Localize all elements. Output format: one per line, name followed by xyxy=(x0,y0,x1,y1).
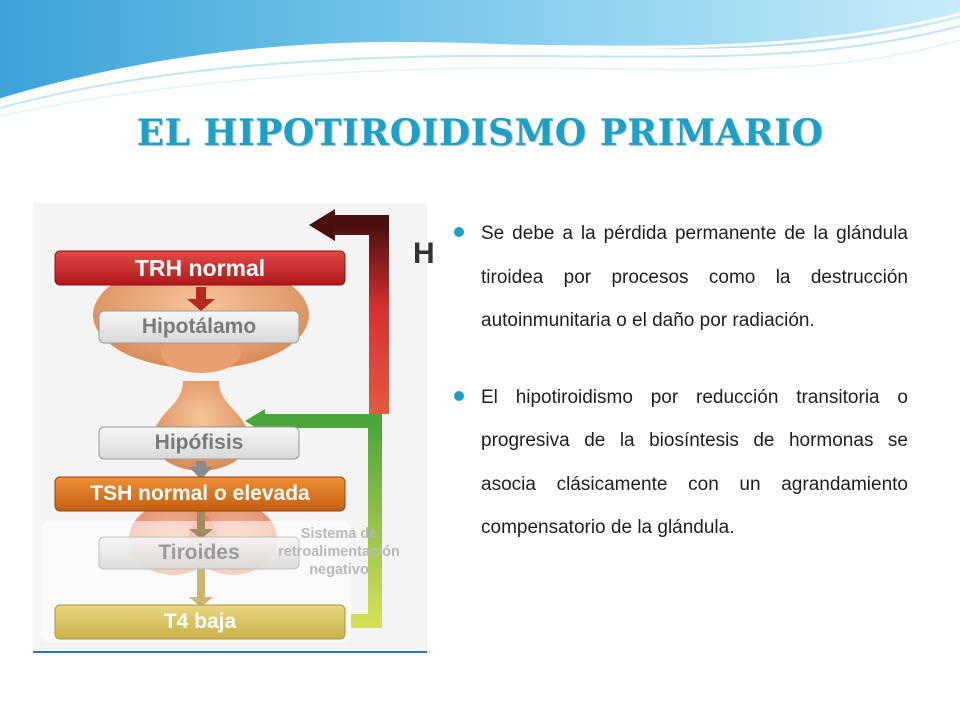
hypothalamus-label: Hipotálamo xyxy=(141,315,257,338)
feedback-label-line: negativo xyxy=(309,562,369,578)
bullet-text: Se debe a la pérdida permanente de la glándula tiroidea por procesos como la destrucción autoinmunitaria o el daño por radiación. xyxy=(481,223,908,331)
trh-label: TRH normal xyxy=(134,255,266,281)
feedback-label-line: retroalimentación xyxy=(278,544,400,560)
feedback-system-label xyxy=(259,525,419,579)
thyroid-axis-diagram xyxy=(33,203,435,653)
bullet-dot-icon xyxy=(454,391,464,401)
t4-label: T4 baja xyxy=(163,610,237,633)
cropped-heading-letter: H xyxy=(413,237,435,270)
tsh-label: TSH normal o elevada xyxy=(90,482,310,505)
slide-title: EL HIPOTIROIDISMO PRIMARIO xyxy=(136,112,824,154)
thyroid-label: Tiroides xyxy=(158,541,240,564)
pituitary-label: Hipófisis xyxy=(154,431,244,454)
bullet-text: El hipotiroidismo por reducción transitoria o progresiva de la biosíntesis de hormonas se asocia clásicamente con un agrandamiento compensatorio de la glándula. xyxy=(481,386,908,538)
bullet-item xyxy=(454,376,908,550)
bullet-item xyxy=(454,212,908,343)
bullet-dot-icon xyxy=(454,227,464,237)
bullet-list xyxy=(454,212,908,550)
feedback-label-line: Sistema de xyxy=(300,526,378,542)
